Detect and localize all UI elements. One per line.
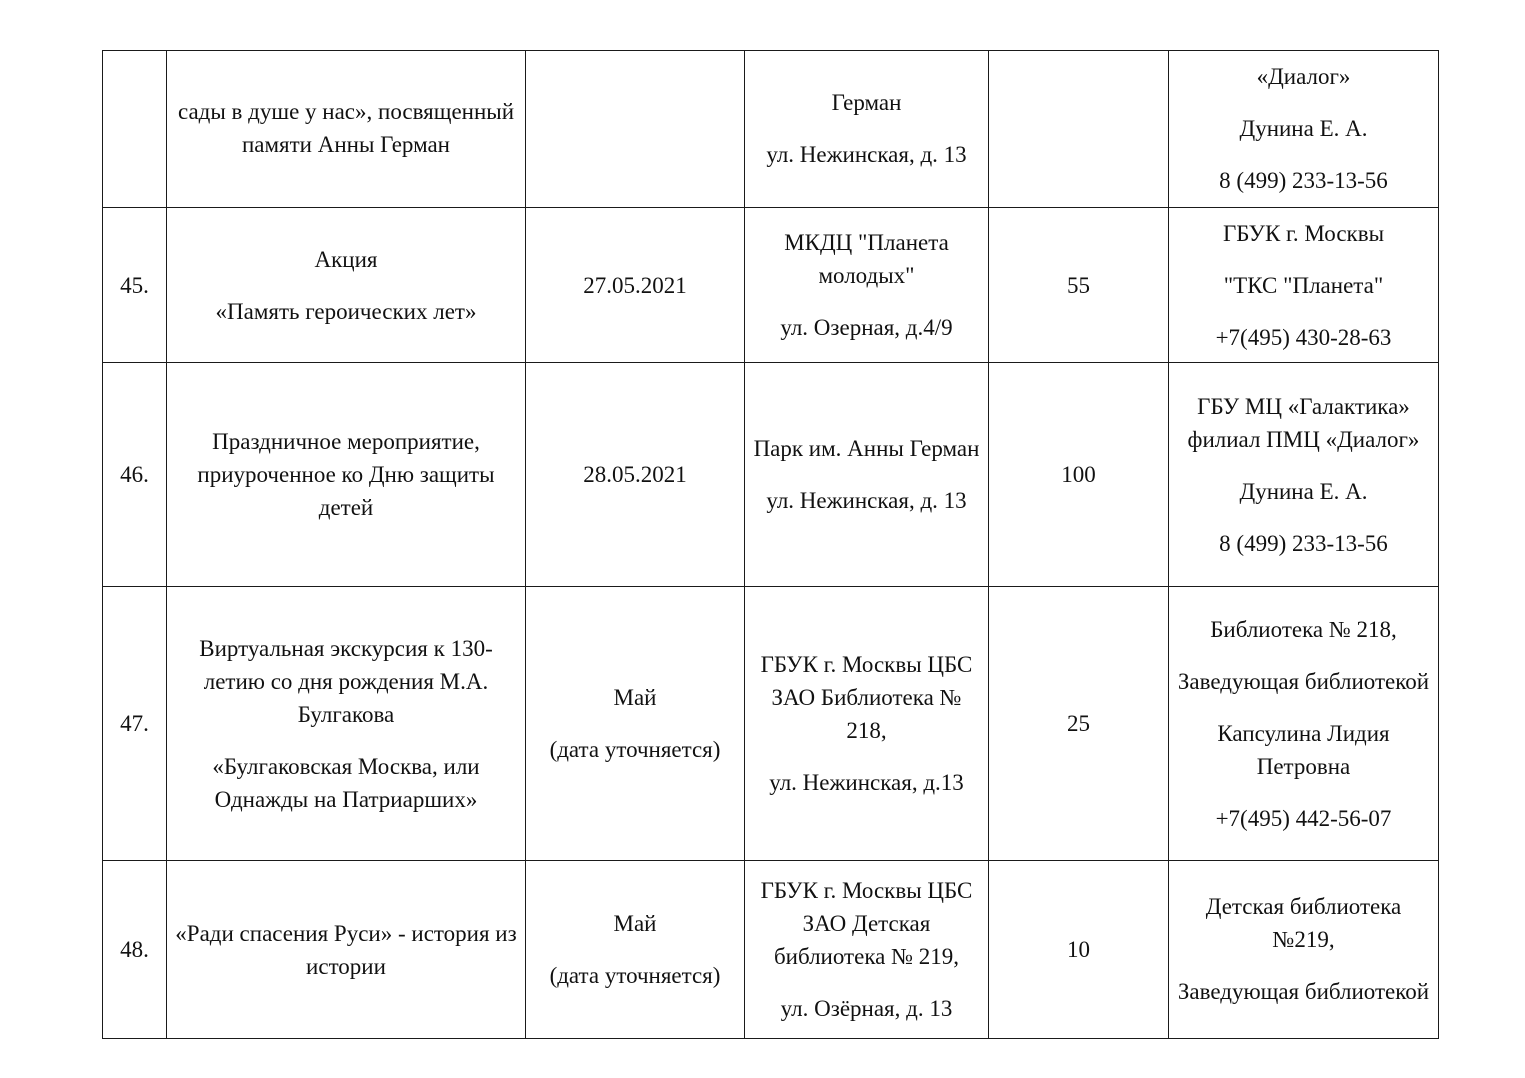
participants-count: 100 <box>989 363 1169 587</box>
organizer-line: Библиотека № 218, <box>1210 616 1397 642</box>
event-date-cell <box>526 208 745 363</box>
event-name-cell <box>167 587 526 861</box>
event-name-cell <box>167 363 526 587</box>
event-place-line: ГБУК г. Москвы ЦБС ЗАО Библиотека № 218, <box>760 652 973 743</box>
event-place-cell <box>745 363 989 587</box>
event-date-cell <box>526 861 745 1039</box>
event-date-cell <box>526 587 745 861</box>
event-place-line: Герман <box>831 89 902 115</box>
participants-count: 10 <box>989 861 1169 1039</box>
event-place-line: ул. Озёрная, д. 13 <box>780 996 953 1021</box>
organizer-cell <box>1169 208 1439 363</box>
participants-count: 55 <box>989 208 1169 363</box>
participants-count <box>989 51 1169 208</box>
event-date-line: (дата уточняется) <box>549 963 721 988</box>
event-place-line: Парк им. Анны Герман <box>753 436 980 461</box>
event-place-cell <box>745 861 989 1039</box>
organizer-line: 8 (499) 233-13-56 <box>1219 167 1388 193</box>
events-table <box>102 50 1439 1039</box>
table-row <box>103 51 1439 208</box>
table-row <box>103 861 1439 1039</box>
event-date-line: Май <box>613 911 657 936</box>
organizer-line: ГБУ МЦ «Галактика» филиал ПМЦ «Диалог» <box>1187 393 1420 452</box>
event-name-line: «Память героических лет» <box>215 298 477 324</box>
event-name-line: сады в душе у нас», посвященный памяти Анны Герман <box>177 99 515 157</box>
event-date-line: 27.05.2021 <box>583 272 687 298</box>
event-name-cell <box>167 51 526 208</box>
organizer-line: «Диалог» <box>1256 63 1351 89</box>
row-number: 48. <box>103 861 167 1039</box>
organizer-line: Детская библиотека №219, <box>1205 893 1402 952</box>
event-place-line: ГБУК г. Москвы ЦБС ЗАО Детская библиотека № 219, <box>760 878 973 969</box>
event-place-line: ул. Нежинская, д.13 <box>769 770 964 795</box>
event-name-line: «Ради спасения Руси» - история из истории <box>175 920 517 979</box>
organizer-line: +7(495) 442-56-07 <box>1215 805 1392 831</box>
row-number: 46. <box>103 363 167 587</box>
event-place-cell <box>745 587 989 861</box>
event-date-line: 28.05.2021 <box>583 462 687 487</box>
event-date-line: Май <box>613 685 657 710</box>
row-number <box>103 51 167 208</box>
organizer-line: Заведующая библиотекой <box>1177 978 1430 1004</box>
event-name-line: Акция <box>314 246 378 272</box>
event-place-line: ул. Нежинская, д. 13 <box>766 141 967 167</box>
organizer-line: 8 (499) 233-13-56 <box>1219 530 1388 556</box>
event-place-line: ул. Озерная, д.4/9 <box>780 315 953 340</box>
organizer-line: Дунина Е. А. <box>1239 115 1368 141</box>
table-row <box>103 208 1439 363</box>
organizer-line: Дунина Е. А. <box>1239 478 1368 504</box>
event-date-cell <box>526 51 745 208</box>
event-place-cell <box>745 208 989 363</box>
organizer-cell <box>1169 587 1439 861</box>
organizer-cell <box>1169 861 1439 1039</box>
participants-count: 25 <box>989 587 1169 861</box>
organizer-cell <box>1169 51 1439 208</box>
event-date-line: (дата уточняется) <box>549 737 721 762</box>
organizer-line: ГБУК г. Москвы <box>1222 220 1385 246</box>
row-number: 47. <box>103 587 167 861</box>
table-row <box>103 587 1439 861</box>
organizer-line: Капсулина Лидия Петровна <box>1217 720 1390 779</box>
organizer-line: +7(495) 430-28-63 <box>1215 324 1392 350</box>
organizer-line: "ТКС "Планета" <box>1223 272 1384 298</box>
event-date-cell <box>526 363 745 587</box>
event-name-line: «Булгаковская Москва, или Однажды на Патриарших» <box>212 753 480 812</box>
organizer-cell <box>1169 363 1439 587</box>
event-name-cell <box>167 208 526 363</box>
event-place-line: МКДЦ "Планета молодых" <box>784 230 949 288</box>
event-name-line: Виртуальная экскурсия к 130-летию со дня рождения М.А. Булгакова <box>199 635 493 727</box>
event-name-cell <box>167 861 526 1039</box>
table-row <box>103 363 1439 587</box>
event-name-line: Праздничное мероприятие, приуроченное ко Дню защиты детей <box>197 429 495 520</box>
event-place-line: ул. Нежинская, д. 13 <box>766 488 967 513</box>
organizer-line: Заведующая библиотекой <box>1177 668 1430 694</box>
row-number: 45. <box>103 208 167 363</box>
event-place-cell <box>745 51 989 208</box>
